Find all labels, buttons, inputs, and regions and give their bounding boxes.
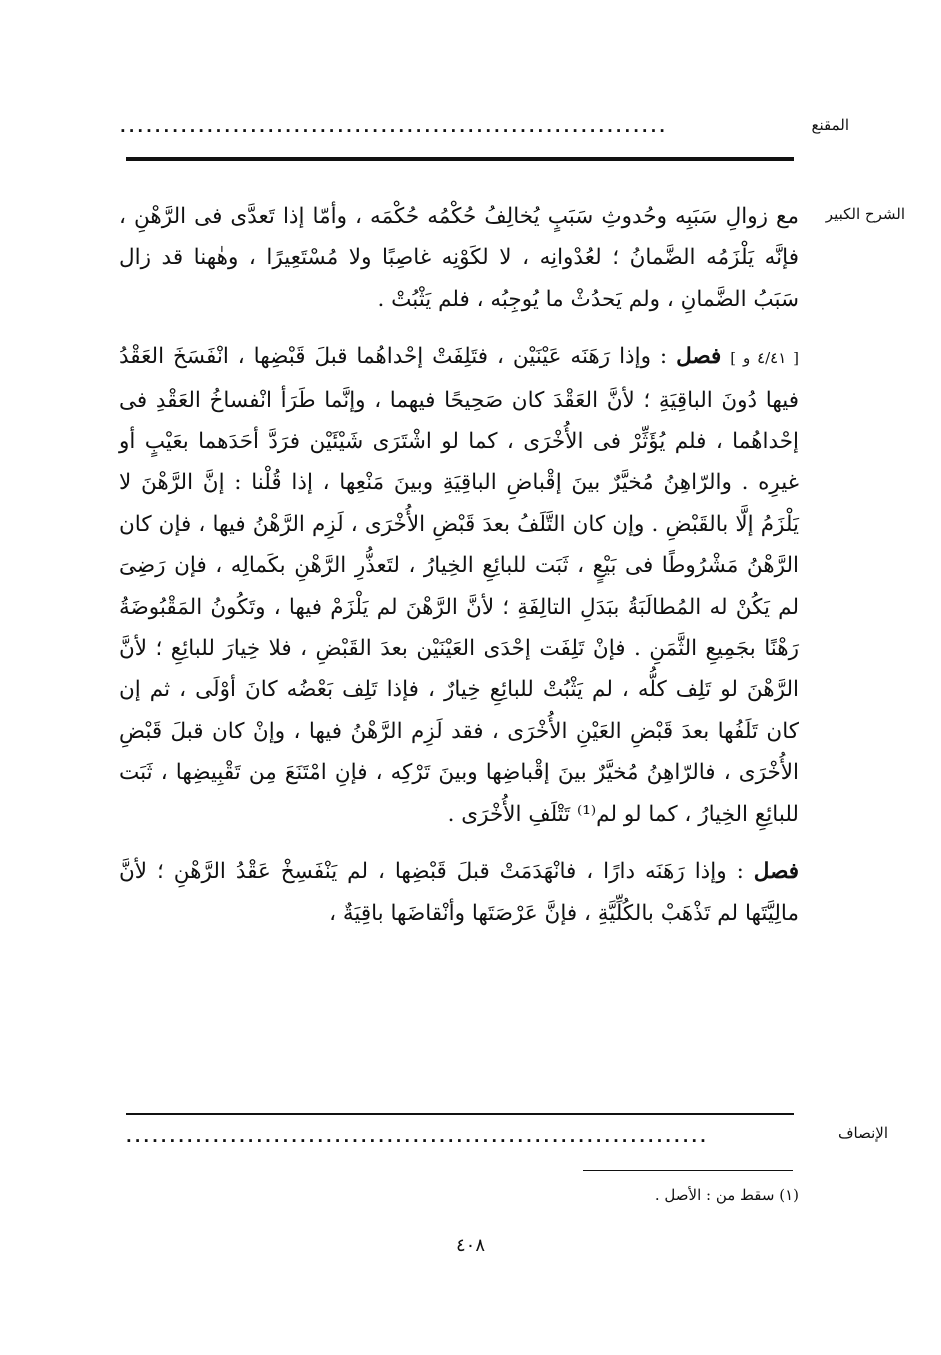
section-heading-fasl: فصل — [676, 344, 722, 370]
commentary-dotted-leader: ................................................................... — [126, 1128, 709, 1146]
paragraph-2 — [119, 336, 799, 835]
paragraph-3 — [119, 851, 799, 934]
paragraph-2-text: : وإذا رَهَنَه عَيْنَيْن ، فتَلِفَتْ إحْداهُما قبلَ قَبْضِها ، انْفَسَخَ العَقْدُ فيها دُونَ الباقِيَةِ ؛ لأنَّ العَقْدَ كان صَحِيحًا فيهما ، وإنَّما طَرَأ انْفساخُ العَقْدِ فى إحْداهُما ، فلم يُؤَثِّرْ فى الأُخْرَى ، كما لو اشْتَرَى شَيْئَيْن فرَدَّ أحَدَهما بعَيْبٍ أو غيرِه . والرّاهِنُ مُخيَّرٌ بينَ إقْباضِ الباقِيَةِ وبينَ مَنْعِها ، إذا قُلْنا : إنَّ الرَّهْنَ لا يَلْزَمُ إلَّا بالقَبْضِ . وإن كان التَّلَفُ بعدَ قَبْضِ الأُخْرَى ، لَزِم الرَّهْنُ فيها ، فإن كان الرَّهْنُ مَشْرُوطًا فى بَيْعٍ ، ثَبَت للبائِعِ الخِيارُ ، لتَعذُّرِ الرَّهْنِ بكَمالِه ، فإن رَضِىَ لم يَكُنْ له المُطالَبَةُ ببَدَلِ التالِفَةِ ؛ لأنَّ الرَّهْنَ لم يَلْزَمْ فيها ، وتَكُونُ المَقْبُوضَةُ رَهْنًا بجَمِيعِ الثَّمَنِ . فإنْ تَلِفَت إحْدَى العَيْنَيْن بعدَ القَبْضِ ، فلا خِيارَ للبائِعِ ؛ لأنَّ الرَّهْنَ لو تَلِف كلُّه ، لم يَثْبُتْ للبائِعِ خِيارٌ ، فإذا تَلِف بَعْضُه كانَ أوْلَى ، ثم إن كان تَلَفُها بعدَ قَبْضِ العَيْنِ الأُخْرَى ، فقد لَزِم الرَّهْنُ فيها ، وإنْ كان قبلَ قَبْضِ الأُخْرَى ، فالرّاهِنُ مُخيَّرٌ بينَ إقْباضِها وبينَ تَرْكِه ، فإنِ امْتَنَعَ مِن تَقْبِيضِها ، ثَبَت للبائِعِ الخِيارُ ، كما لو لم⁽¹⁾ تَتْلَفِ الأُخْرَى . — [119, 344, 799, 827]
page-number: ٤٠٨ — [455, 1235, 485, 1256]
header-dotted-leader: ............................................................... — [120, 118, 668, 136]
footnote-rule — [583, 1170, 793, 1171]
margin-label-commentary: الإنصاف — [837, 1124, 888, 1142]
footnote: (١) سقط من : الأصل . — [654, 1186, 799, 1204]
header-rule — [126, 157, 794, 161]
header-book-label: المقنع — [811, 116, 849, 134]
margin-label-main: الشرح الكبير — [825, 205, 905, 223]
commentary-rule — [126, 1113, 794, 1115]
section-heading-fasl-2: فصل — [753, 859, 799, 885]
paragraph-3-text: : وإذا رَهَنَه دارًا ، فانْهَدَمَتْ قبلَ قَبْضِها ، لم يَنْفَسِخْ عَقْدُ الرَّهْنِ ؛ لأنَّ مالِيَّتَها لم تَذْهَبْ بالكُلِّيَّةِ ، فإنَّ عَرْصَتَها وأنْقاضَها باقِيَةٌ ، — [119, 859, 799, 926]
manuscript-reference: [ ٤/٤١ و ] — [730, 349, 800, 368]
paragraph-1: مع زوالِ سَبَبِه وحُدوثِ سَبَبٍ يُخالِفُ حُكْمُه حُكْمَه ، وأمّا إذا تَعدَّى فى الرَّهْنِ ، فإنَّه يَلْزَمُه الضَّمانُ ؛ لعُدْوانِه ، لا لكَوْنِه غاصِبًا ولا مُسْتَعِيرًا ، وهٰهنا قد زال سَبَبُ الضَّمانِ ، ولم يَحدُثْ ما يُوجِبُه ، فلم يَثْبُتْ . — [119, 204, 799, 312]
main-text-block — [119, 196, 799, 934]
